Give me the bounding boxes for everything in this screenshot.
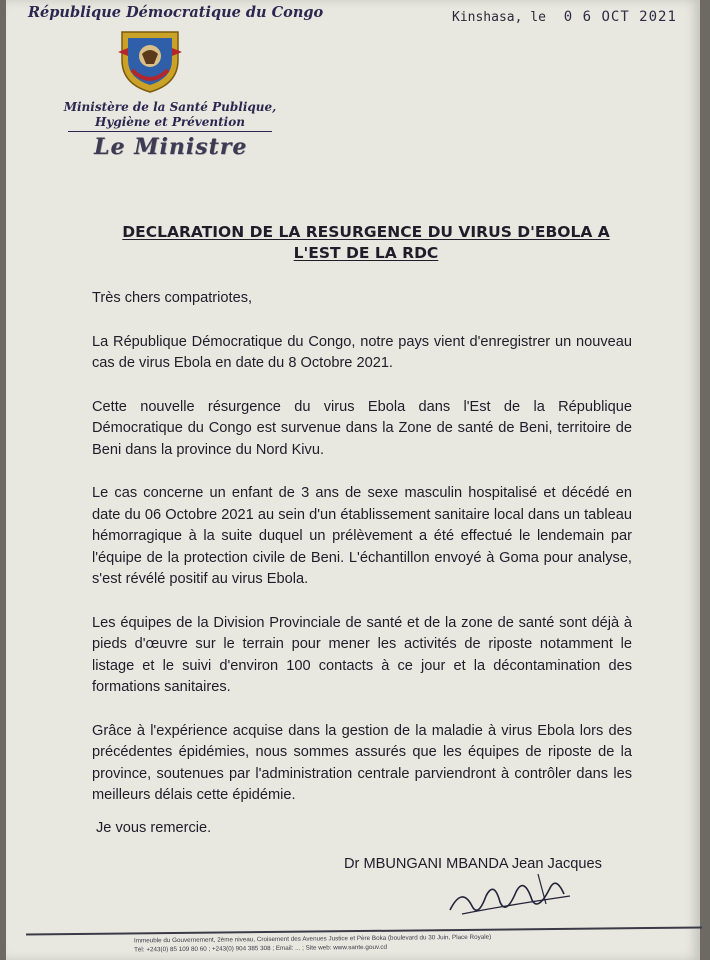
paragraph-4: Les équipes de la Division Provinciale de santé et de la zone de santé sont déjà à pieds d'œuvre sur le terrain pour mener les activités de riposte notamment le listage et le suivi d'environ 100 contacts à ce jour et la décontamination des formations sanitaires. (92, 614, 632, 695)
title-line-2: L'EST DE LA RDC (293, 244, 439, 262)
place-date-prefix: Kinshasa, le (452, 10, 546, 25)
footer-address-line: Immeuble du Gouvernement, 2ème niveau, Croisement des Avenues Justice et Père Boka (boulevard du 30 Juin, Place Royale) (133, 933, 492, 945)
signatory-name: Dr MBUNGANI MBANDA Jean Jacques (344, 856, 602, 872)
letter-body (92, 288, 632, 829)
paragraph-5: Grâce à l'expérience acquise dans la gestion de la maladie à virus Ebola lors des précédentes épidémies, nous sommes assurés que les équipes de riposte de la province, soutenues par l'administration centrale parviendront à contrôler dans les meilleurs délais cette épidémie. (92, 722, 632, 803)
paragraph-1: La République Démocratique du Congo, notre pays vient d'enregistrer un nouveau cas de virus Ebola en date du 8 Octobre 2021. (92, 333, 632, 371)
ministry-underline (68, 131, 272, 132)
ministry-line-1: Ministère de la Santé Publique, (63, 100, 277, 114)
paragraph-2: Cette nouvelle résurgence du virus Ebola dans l'Est de la République Démocratique du Congo est survenue dans la Zone de santé de Beni, territoire de Beni dans la province du Nord Kivu. (92, 398, 632, 458)
closing-line: Je vous remercie. (96, 820, 212, 836)
coat-of-arms-icon (114, 26, 186, 96)
ministry-name (50, 100, 290, 132)
place-date (452, 9, 677, 25)
letter-page (6, 0, 700, 960)
title-line-1: DECLARATION DE LA RESURGENCE DU VIRUS D'EBOLA A (122, 223, 610, 241)
date-stamp: 0 6 OCT 2021 (563, 9, 677, 25)
paragraph-3: Le cas concerne un enfant de 3 ans de sexe masculin hospitalisé et décédé en date du 06 Octobre 2021 au sein d'un établissement sanitaire local dans un tableau hémorragique à la suite duquel un prélèvement a été effectué le lendemain par l'équipe de la protection civile de Beni. L'échantillon envoyé à Goma pour analyse, s'est révélé positif au virus Ebola. (92, 485, 632, 587)
country-header: République Démocratique du Congo (28, 4, 324, 21)
footer-contacts-line: Tél: +243(0) 85 109 80 60 ; +243(0) 904 385 308 ; Email: ... ; Site web: www.sante.gouv.cd (134, 943, 388, 954)
minister-title: Le Ministre (94, 134, 248, 160)
document-title (66, 222, 666, 264)
footer-address (134, 932, 604, 955)
salutation: Très chers compatriotes, (92, 290, 253, 306)
ministry-line-2: Hygiène et Prévention (95, 115, 245, 129)
signature-icon (442, 866, 582, 926)
